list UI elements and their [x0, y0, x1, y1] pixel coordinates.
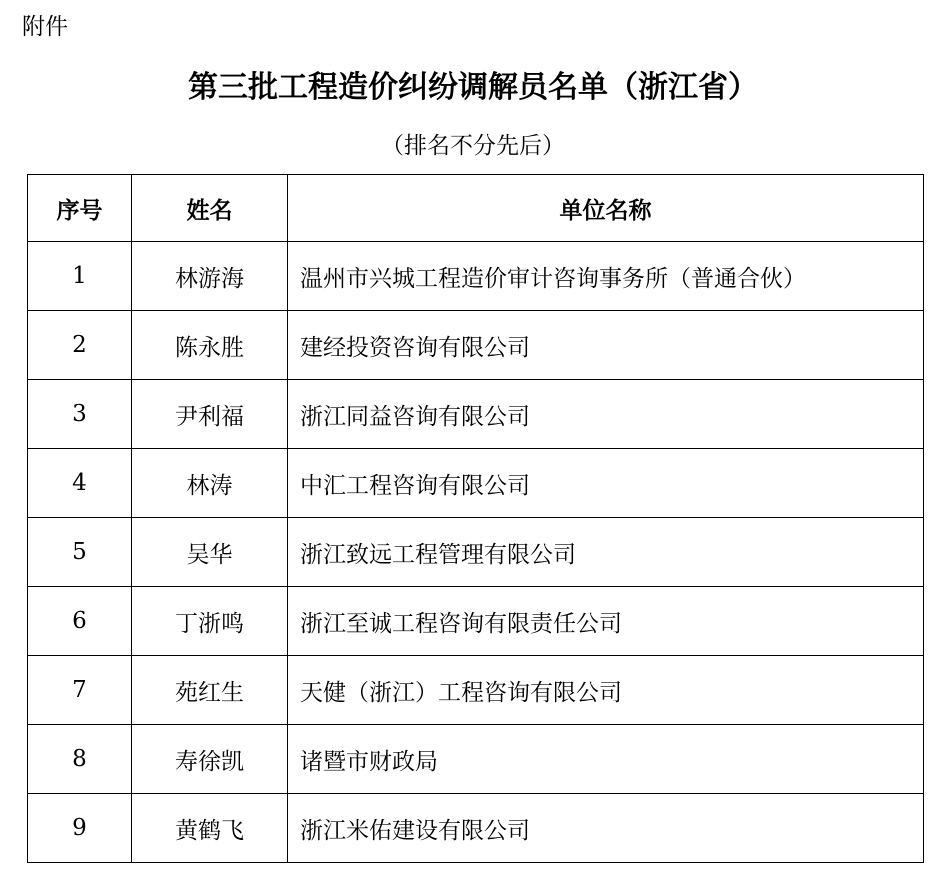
table-row — [28, 794, 924, 863]
row-number: 9 — [28, 794, 132, 863]
row-number: 2 — [28, 311, 132, 380]
mediator-name: 寿徐凯 — [132, 725, 288, 794]
mediator-name: 林涛 — [132, 449, 288, 518]
table-row — [28, 587, 924, 656]
table-row — [28, 518, 924, 587]
mediator-name: 黄鹤飞 — [132, 794, 288, 863]
row-number: 7 — [28, 656, 132, 725]
row-number: 3 — [28, 380, 132, 449]
row-number: 4 — [28, 449, 132, 518]
row-number: 5 — [28, 518, 132, 587]
unit-name: 浙江米佑建设有限公司 — [288, 794, 924, 863]
table-row — [28, 449, 924, 518]
table-row — [28, 242, 924, 311]
unit-name: 浙江至诚工程咨询有限责任公司 — [288, 587, 924, 656]
mediator-name: 陈永胜 — [132, 311, 288, 380]
mediator-name: 丁浙鸣 — [132, 587, 288, 656]
mediator-table — [27, 174, 924, 863]
unit-name: 建经投资咨询有限公司 — [288, 311, 924, 380]
mediator-name: 尹利福 — [132, 380, 288, 449]
mediator-name: 苑红生 — [132, 656, 288, 725]
table-header-row — [28, 175, 924, 242]
document-subtitle: （排名不分先后） — [381, 133, 565, 159]
unit-name: 浙江同益咨询有限公司 — [288, 380, 924, 449]
column-header-unit: 单位名称 — [288, 175, 924, 242]
mediator-name: 林游海 — [132, 242, 288, 311]
unit-name: 中汇工程咨询有限公司 — [288, 449, 924, 518]
row-number: 8 — [28, 725, 132, 794]
column-header-number: 序号 — [28, 175, 132, 242]
mediator-name: 吴华 — [132, 518, 288, 587]
column-header-name: 姓名 — [132, 175, 288, 242]
row-number: 1 — [28, 242, 132, 311]
table-row — [28, 725, 924, 794]
unit-name: 浙江致远工程管理有限公司 — [288, 518, 924, 587]
table-row — [28, 311, 924, 380]
document-title: 第三批工程造价纠纷调解员名单（浙江省） — [188, 70, 758, 105]
row-number: 6 — [28, 587, 132, 656]
annex-label: 附件 — [22, 14, 68, 40]
table-row — [28, 656, 924, 725]
unit-name: 温州市兴城工程造价审计咨询事务所（普通合伙） — [288, 242, 924, 311]
unit-name: 天健（浙江）工程咨询有限公司 — [288, 656, 924, 725]
table-row — [28, 380, 924, 449]
unit-name: 诸暨市财政局 — [288, 725, 924, 794]
